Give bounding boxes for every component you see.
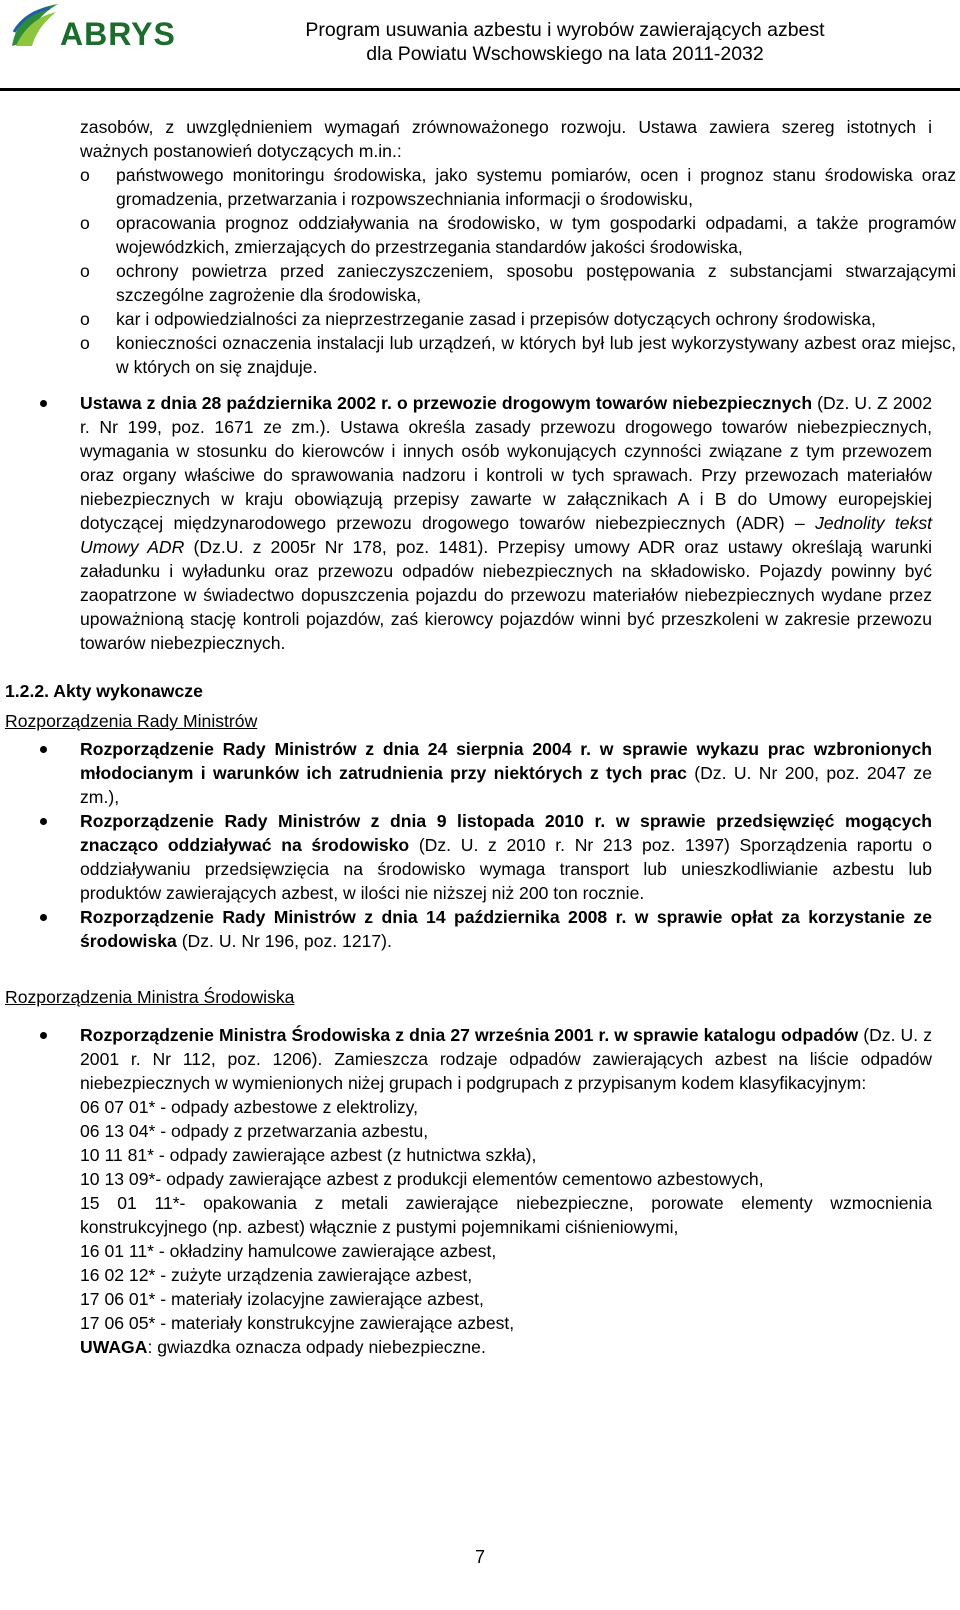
- note-line: [0, 1335, 956, 1359]
- sub-list-item: o opracowania prognoz oddziaływania na środowisko, w tym gospodarki odpadami, a także programów wojewódzkich, zmierzających do przestrzegania standardów jakości środowiska,: [80, 213, 956, 257]
- sub-marker: o: [80, 165, 90, 185]
- waste-code-line: 10 13 09*- odpady zawierające azbest z produkcji elementów cementowo azbestowych,: [80, 1169, 764, 1189]
- sub-marker: o: [80, 309, 90, 329]
- title-line-2: dla Powiatu Wschowskiego na lata 2011-2032: [366, 43, 764, 65]
- subsection-rady-ministrow: Rozporządzenia Rady Ministrów: [5, 711, 258, 731]
- header-divider: [0, 88, 960, 91]
- page-header: [0, 0, 960, 92]
- ustawa-2002-item: Ustawa z dnia 28 października 2002 r. o przewozie drogowym towarów niebezpiecznych (Dz. U. Z 2002 r. Nr 199, poz. 1671 ze zm.). Ustawa określa zasady przewozu drogowego towarów niebezpiecznych, wymagania w stosunku do kierowców i innych osób wykonujących czynności związane z tym przewozem oraz organy właściwe do sprawowania nadzoru i kontroli w tych sprawach. Przy przewozach materiałów niebezpiecznych w kraju obowiązują przepisy zawarte w załącznikach A i B do Umowy europejskiej dotyczącej międzynarodowego przewozu drogowego towarów niebezpiecznych (ADR) – Jednolity tekst Umowy ADR (Dz.U. z 2005r Nr 178, poz. 1481). Przepisy umowy ADR oraz ustawy określają warunki załadunku i wyładunku oraz przewozu odpadów niebezpiecznych na składowisko. Pojazdy powinny być zaopatrzone w świadectwo dopuszczenia pojazdu do przewozu materiałów niebezpiecznych wydane przez upoważnioną stację kontroli pojazdów, zaś kierowcy pojazdów winni być przeszkoleni w zakresie przewozu towarów niebezpiecznych.: [0, 391, 932, 655]
- document-body: [0, 115, 960, 1359]
- rm-item: Rozporządzenie Rady Ministrów z dnia 14 października 2008 r. w sprawie opłat za korzystanie ze środowiska (Dz. U. Nr 196, poz. 1217).: [0, 905, 932, 953]
- sub-marker: o: [80, 213, 90, 233]
- logo-text: ABRYS: [60, 16, 176, 52]
- intro-paragraph: zasobów, z uwzględnieniem wymagań zrównoważonego rozwoju. Ustawa zawiera szereg istotnych i ważnych postanowień dotyczących m.in.:: [80, 117, 932, 161]
- waste-codes-list: [0, 1095, 960, 1359]
- rm-item: Rozporządzenie Rady Ministrów z dnia 9 listopada 2010 r. w sprawie przedsięwzięć mogących znacząco oddziaływać na środowisko (Dz. U. z 2010 r. Nr 213 poz. 1397) Sporządzenia raportu o oddziaływaniu przedsięwzięcia na środowisko wymaga transport lub unieszkodliwianie azbestu lub produktów zawierających azbest, w ilości nie niższej niż 200 ton rocznie.: [0, 809, 932, 905]
- waste-code-line: 06 13 04* - odpady z przetwarzania azbestu,: [80, 1121, 429, 1141]
- note-label: UWAGA: [80, 1337, 148, 1357]
- waste-code-line: 17 06 05* - materiały konstrukcyjne zawierające azbest,: [80, 1313, 515, 1333]
- sub-list-item: o kar i odpowiedzialności za nieprzestrzeganie zasad i przepisów dotyczących ochrony środowiska,: [80, 309, 876, 329]
- rm-item: Rozporządzenie Rady Ministrów z dnia 24 sierpnia 2004 r. w sprawie wykazu prac wzbronionych młodocianym i warunków ich zatrudnienia przy niektórych z tych prac (Dz. U. Nr 200, poz. 2047 ze zm.),: [0, 737, 932, 809]
- sub-list-item: o konieczności oznaczenia instalacji lub urządzeń, w których był lub jest wykorzystywany azbest oraz miejsc, w których on się znajduje.: [80, 333, 956, 377]
- sub-marker: o: [80, 333, 90, 353]
- waste-code-line: 17 06 01* - materiały izolacyjne zawierające azbest,: [80, 1289, 484, 1309]
- abrys-logo: [10, 2, 190, 50]
- waste-code-line: 15 01 11*- opakowania z metali zawierające niebezpieczne, porowate elementy wzmocnienia konstrukcyjnego (np. azbest) włącznie z pustymi pojemnikami ciśnieniowymi,: [80, 1193, 932, 1237]
- bullet-icon: [40, 1032, 47, 1039]
- bullet-icon: [40, 818, 47, 825]
- note-text: : gwiazdka oznacza odpady niebezpieczne.: [147, 1337, 486, 1357]
- sub-list: [0, 163, 960, 379]
- bullet-icon: [40, 914, 47, 921]
- page-number: 7: [474, 1547, 485, 1567]
- waste-code-line: 06 07 01* - odpady azbestowe z elektrolizy,: [80, 1097, 419, 1117]
- waste-code-line: 16 01 11* - okładziny hamulcowe zawierające azbest,: [80, 1241, 497, 1261]
- bullet-icon: [40, 400, 47, 407]
- ms-item: Rozporządzenie Ministra Środowiska z dnia 27 września 2001 r. w sprawie katalogu odpadów (Dz. U. z 2001 r. Nr 112, poz. 1206). Zamieszcza rodzaje odpadów zawierających azbest na liście odpadów niebezpiecznych w wymienionych niżej grupach i podgrupach z przypisanym kodem klasyfikacyjnym:: [0, 1023, 932, 1095]
- sub-list-item: o państwowego monitoringu środowiska, jako systemu pomiarów, ocen i prognoz stanu środowiska oraz gromadzenia, przetwarzania i rozpowszechniania informacji o środowisku,: [80, 165, 956, 209]
- title-line-1: Program usuwania azbestu i wyrobów zawierających azbest: [305, 19, 825, 41]
- bullet-icon: [40, 746, 47, 753]
- logo-leaf-icon: [10, 2, 60, 48]
- subsection-ministra-srodowiska: Rozporządzenia Ministra Środowiska: [5, 987, 295, 1007]
- sub-list-item: o ochrony powietrza przed zanieczyszczeniem, sposobu postępowania z substancjami stwarzającymi szczególne zagrożenie dla środowiska,: [80, 261, 956, 305]
- section-heading: 1.2.2. Akty wykonawcze: [5, 681, 203, 701]
- sub-marker: o: [80, 261, 90, 281]
- waste-code-line: 10 11 81* - odpady zawierające azbest (z hutnictwa szkła),: [80, 1145, 537, 1165]
- waste-code-line: 16 02 12* - zużyte urządzenia zawierające azbest,: [80, 1265, 473, 1285]
- document-title: [285, 18, 845, 66]
